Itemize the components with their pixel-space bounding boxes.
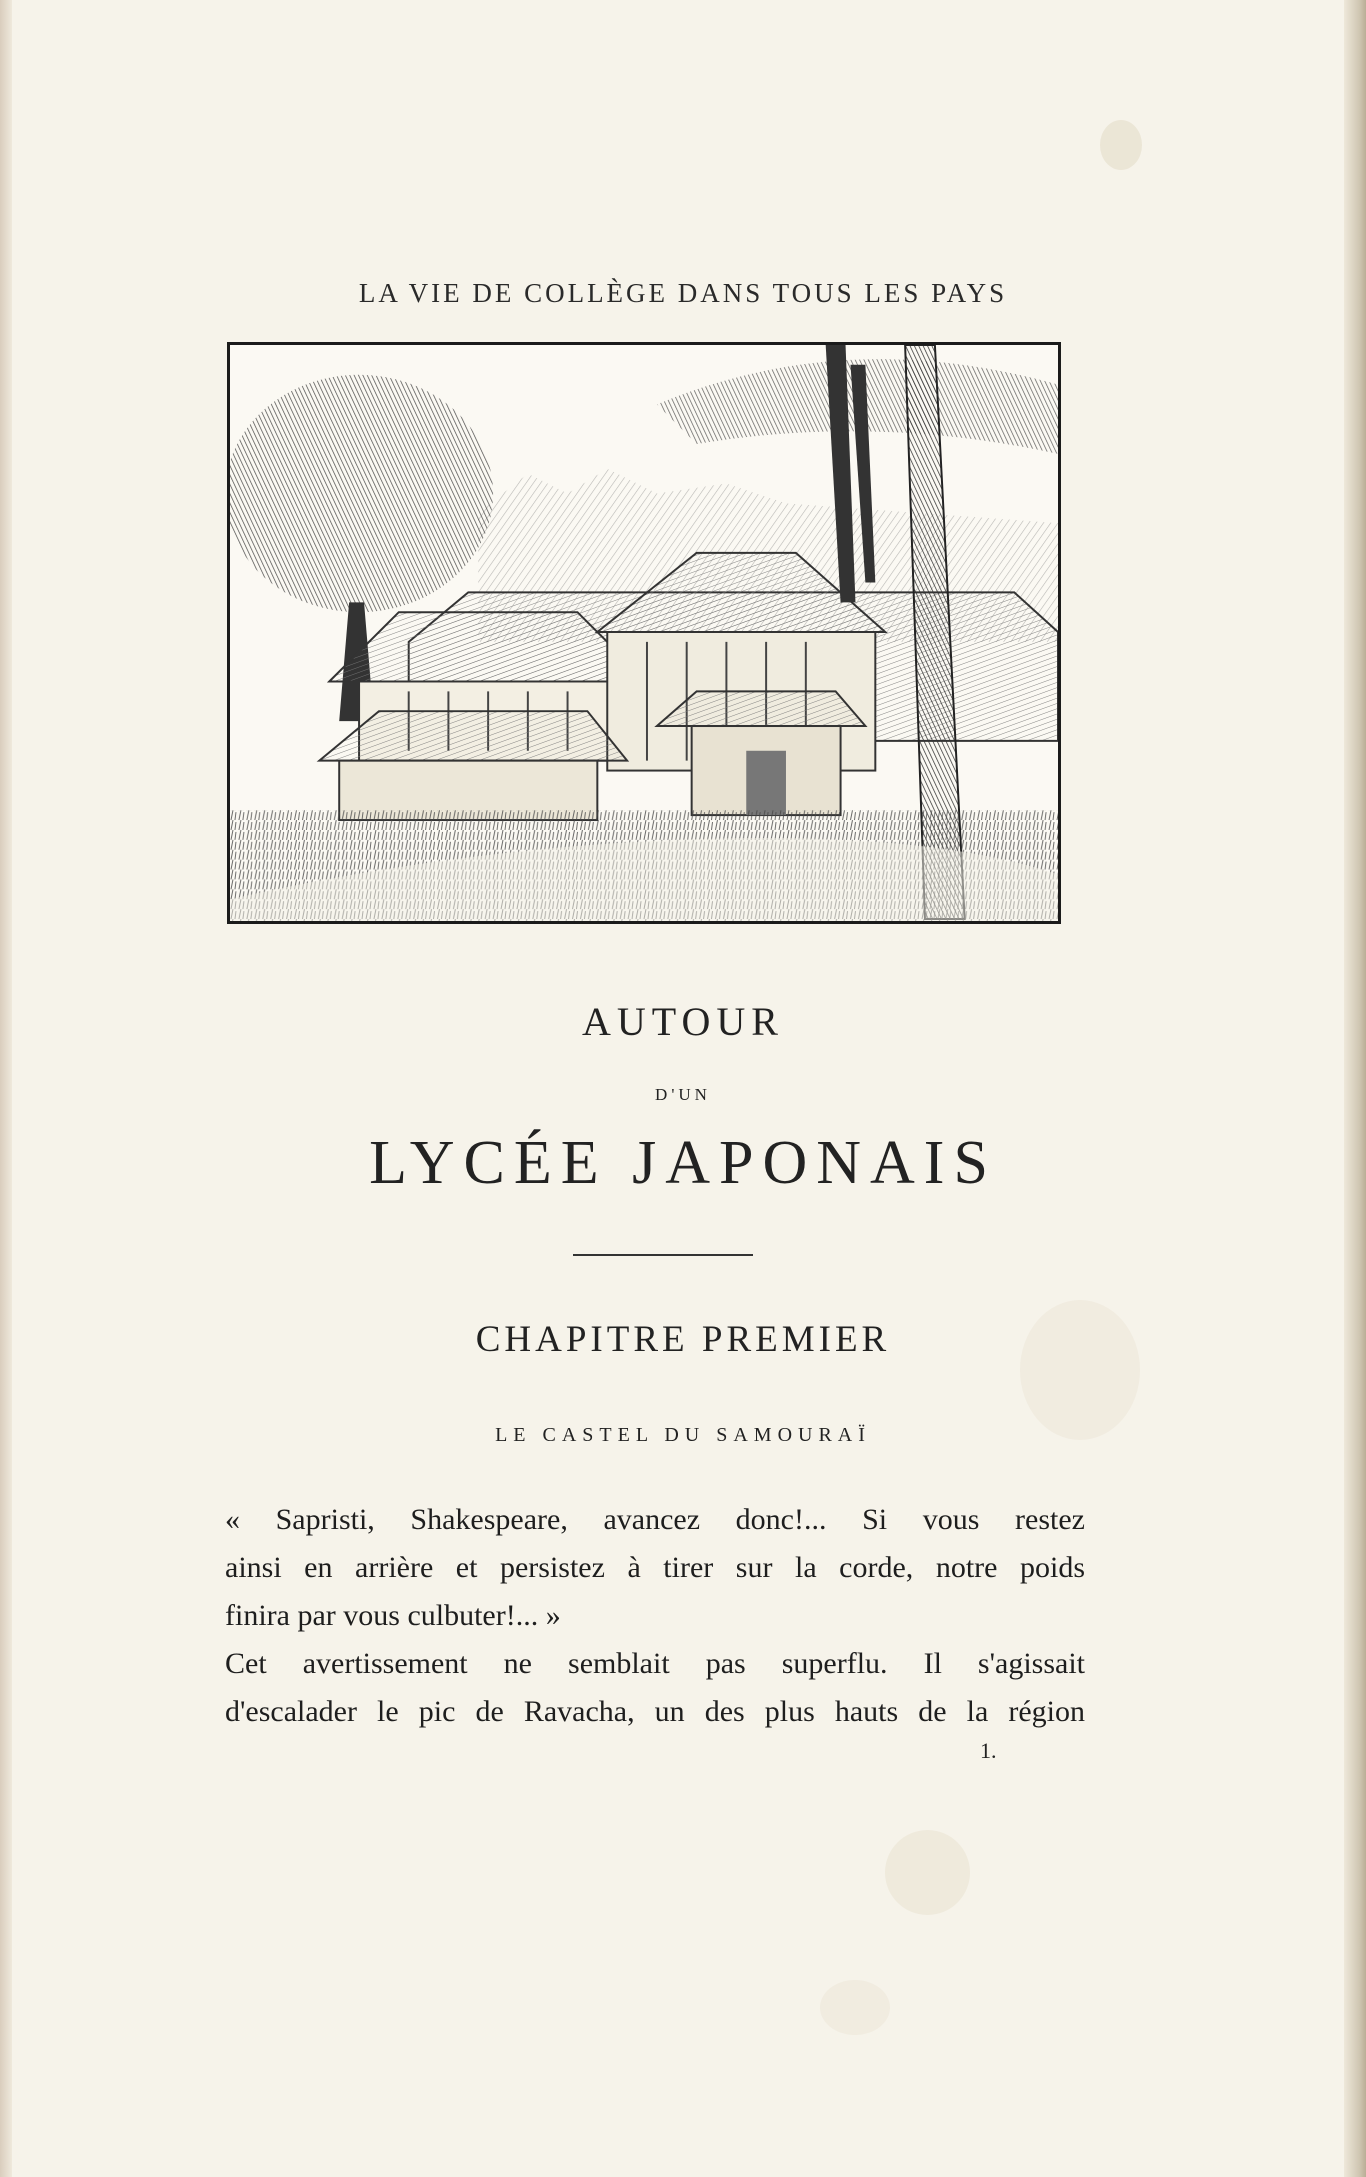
body-line: finira par vous culbuter!... » [225,1599,561,1632]
engraving-image [230,345,1058,921]
body-line: Cet avertissement ne semblait pas superflu. Il s'agissait [225,1647,1085,1680]
body-line: ainsi en arrière et persistez à tirer sur la corde, notre poids [225,1551,1085,1584]
title-divider-rule [573,1254,753,1256]
engraving-japanese-school-building [227,342,1061,924]
title-line-dun: D'UN [655,1085,711,1104]
title-line-autour: AUTOUR [582,999,784,1044]
body-line: « Sapristi, Shakespeare, avancez donc!... Si vous restez [225,1503,1085,1536]
page-number: 1. [980,1738,997,1763]
paper-foxing-spot [1100,120,1142,170]
title-line-lycee-japonais: LYCÉE JAPONAIS [369,1129,997,1197]
body-text [225,1496,1085,1736]
paper-foxing-spot [820,1980,890,2035]
chapter-subtitle: LE CASTEL DU SAMOURAÏ [495,1424,871,1446]
running-head: LA VIE DE COLLÈGE DANS TOUS LES PAYS [358,278,1008,308]
paper-foxing-spot [885,1830,970,1915]
body-line: d'escalader le pic de Ravacha, un des plus hauts de la région [225,1695,1085,1728]
chapter-title: CHAPITRE PREMIER [475,1319,891,1360]
